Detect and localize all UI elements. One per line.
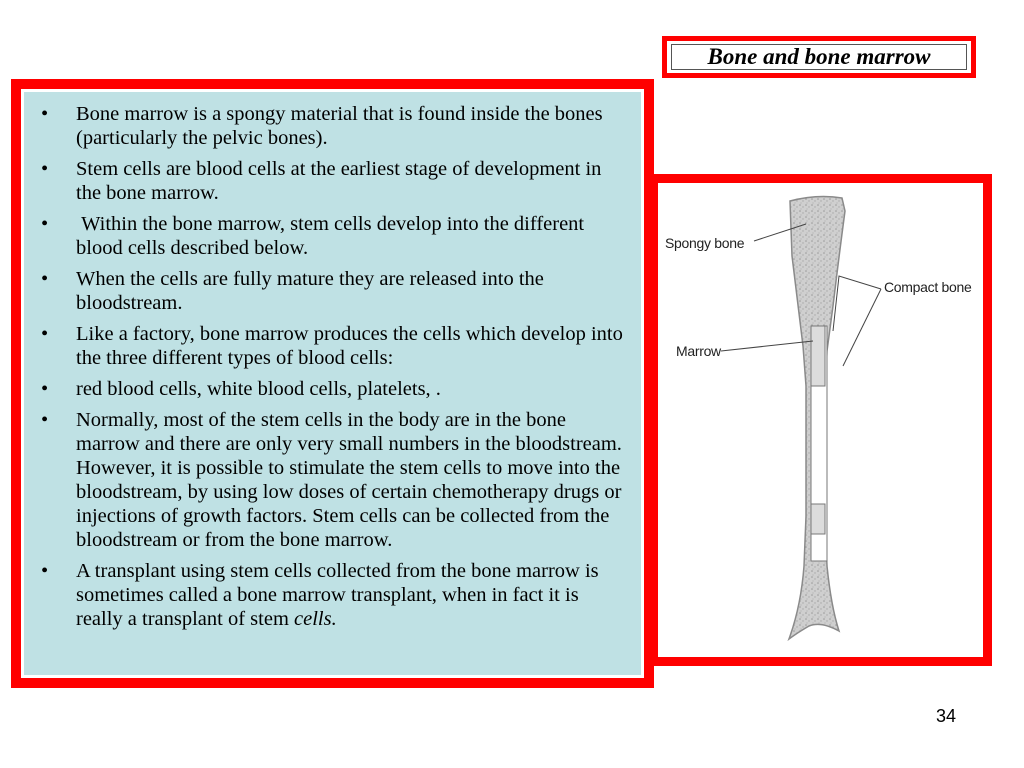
compact-leader-line-2: [843, 289, 881, 366]
slide-title: Bone and bone marrow: [671, 44, 967, 70]
bullet-icon: •: [41, 103, 49, 125]
bullet-icon: •: [41, 268, 49, 290]
bullet-icon: •: [41, 158, 49, 180]
bullet-text: Bone marrow is a spongy material that is found inside the bones (particularly the pelvic bones).: [76, 103, 603, 149]
label-compact-bone: Compact bone: [884, 279, 972, 295]
bullet-text: When the cells are fully mature they are released into the bloodstream.: [76, 268, 544, 314]
text-panel: [11, 79, 654, 688]
bullet-icon: •: [41, 409, 49, 431]
bullet-icon: •: [41, 378, 49, 400]
marrow-highlight: [811, 326, 825, 386]
label-spongy-bone: Spongy bone: [665, 235, 745, 251]
bullet-text: Like a factory, bone marrow produces the cells which develop into the three different types of blood cells:: [76, 323, 623, 369]
bullet-item: [32, 408, 627, 552]
bullet-text: Within the bone marrow, stem cells develop into the different blood cells described below.: [76, 213, 590, 259]
bullet-icon: •: [41, 323, 49, 345]
marrow-bottom: [811, 504, 825, 534]
marrow-leader-line: [721, 341, 813, 351]
bullet-item: [32, 157, 627, 205]
page-number: 34: [936, 706, 957, 726]
bullet-icon: •: [41, 213, 49, 235]
bullet-icon: •: [41, 560, 49, 582]
bullet-item: [32, 267, 627, 315]
bullet-text: red blood cells, white blood cells, platelets, .: [76, 378, 441, 400]
label-marrow: Marrow: [676, 343, 721, 359]
text-panel-inner: [24, 92, 641, 675]
bullet-item: [32, 102, 627, 150]
bullet-item: [32, 322, 627, 370]
bullet-list: [32, 102, 627, 631]
bullet-item: [32, 212, 627, 260]
bullet-item: [32, 559, 627, 631]
bullet-text: Stem cells are blood cells at the earliest stage of development in the bone marrow.: [76, 158, 602, 204]
bullet-item: [32, 377, 627, 401]
bullet-text-italic: cells.: [294, 608, 337, 630]
bone-diagram-svg: [661, 186, 980, 654]
bullet-text: A transplant using stem cells collected from the bone marrow is sometimes called a bone marrow transplant, when in fact it is really a transplant of stem: [76, 560, 599, 630]
slide-title-box: [662, 36, 976, 78]
bullet-text: Normally, most of the stem cells in the body are in the bone marrow and there are only very small numbers in the bloodstream. However, it is possible to stimulate the stem cells to move into the bloodstream, by using low doses of certain chemotherapy drugs or injections of growth factors. Stem cells can be collected from the bloodstream or from the bone marrow.: [76, 409, 622, 551]
bone-diagram-panel: [649, 174, 992, 666]
bone-diagram: [661, 186, 980, 654]
